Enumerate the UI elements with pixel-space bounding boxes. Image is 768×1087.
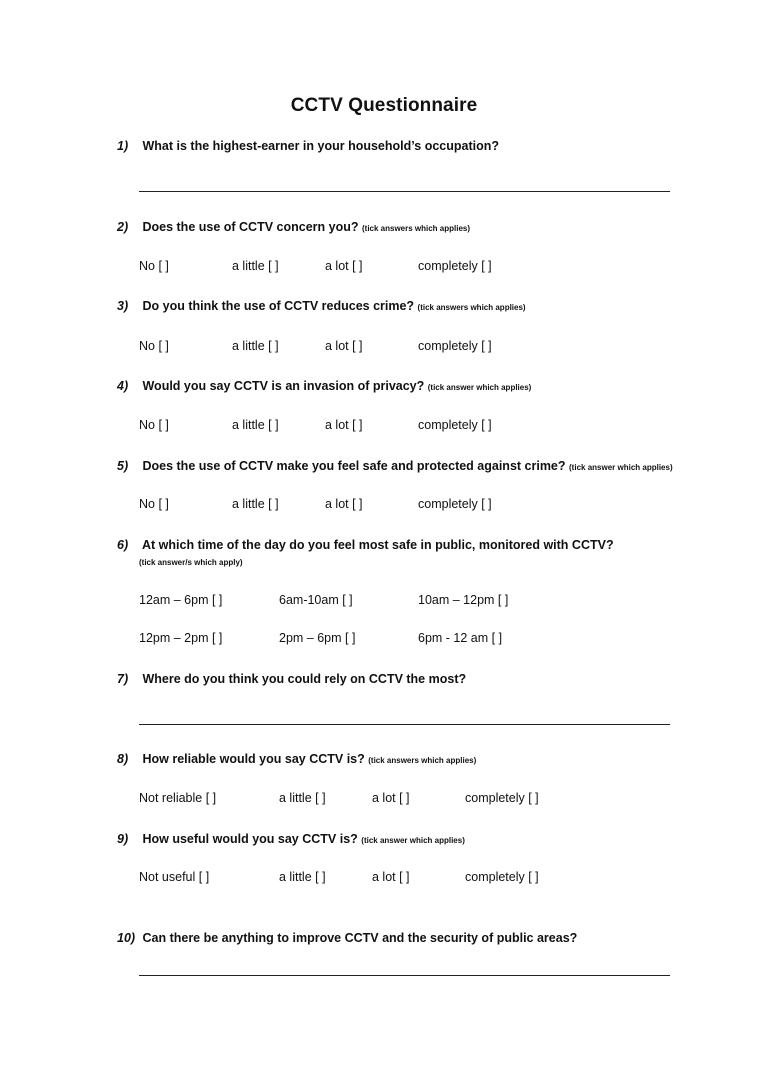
option-checkbox[interactable]: No [ ] (139, 339, 169, 353)
options-q6-row2 (0, 631, 768, 649)
question-number: 6) (117, 538, 129, 552)
option-checkbox[interactable]: 12pm – 2pm [ ] (139, 631, 223, 645)
page-title: CCTV Questionnaire (290, 95, 478, 116)
options-q6-row1 (0, 593, 768, 611)
question-text: Can there be anything to improve CCTV and the security of public areas? (142, 931, 578, 945)
option-checkbox[interactable]: completely [ ] (418, 259, 492, 273)
option-checkbox[interactable]: a lot [ ] (325, 259, 363, 273)
question-text: How reliable would you say CCTV is? (142, 752, 365, 766)
question-hint: (tick answer/s which apply) (139, 558, 243, 567)
question-text: How useful would you say CCTV is? (142, 832, 358, 846)
question-4 (117, 379, 757, 393)
option-checkbox[interactable]: a little [ ] (232, 339, 279, 353)
question-1 (117, 139, 757, 153)
question-number: 9) (117, 832, 129, 846)
question-text: Would you say CCTV is an invasion of privacy? (142, 379, 425, 393)
question-number: 10) (117, 931, 136, 945)
option-checkbox[interactable]: a little [ ] (279, 870, 326, 884)
question-number: 4) (117, 379, 129, 393)
option-checkbox[interactable]: 2pm – 6pm [ ] (279, 631, 356, 645)
question-number: 7) (117, 672, 129, 686)
question-text: Where do you think you could rely on CCTV the most? (142, 672, 467, 686)
question-number: 5) (117, 459, 129, 473)
question-9 (117, 832, 757, 846)
question-hint: (tick answer which applies) (427, 383, 532, 392)
option-checkbox[interactable]: a lot [ ] (325, 339, 363, 353)
question-3 (117, 299, 757, 313)
option-checkbox[interactable]: a lot [ ] (325, 418, 363, 432)
question-text: At which time of the day do you feel most safe in public, monitored with CCTV? (142, 538, 614, 552)
option-checkbox[interactable]: a little [ ] (232, 418, 279, 432)
question-text: Do you think the use of CCTV reduces crime? (142, 299, 415, 313)
options-q3 (0, 339, 768, 357)
answer-line-q1[interactable] (139, 191, 670, 192)
answer-line-q10[interactable] (139, 975, 670, 976)
options-q9 (0, 870, 768, 888)
question-6 (117, 538, 757, 552)
question-8 (117, 752, 757, 766)
question-number: 1) (117, 139, 129, 153)
option-checkbox[interactable]: a lot [ ] (325, 497, 363, 511)
question-text: Does the use of CCTV concern you? (142, 220, 359, 234)
option-checkbox[interactable]: Not reliable [ ] (139, 791, 217, 805)
option-checkbox[interactable]: 6am-10am [ ] (279, 593, 353, 607)
question-2 (117, 220, 757, 234)
question-hint: (tick answers which applies) (368, 756, 477, 765)
answer-line-q7[interactable] (139, 724, 670, 725)
question-hint: (tick answers which applies) (361, 224, 471, 233)
options-q4 (0, 418, 768, 436)
option-checkbox[interactable]: a little [ ] (279, 791, 326, 805)
option-checkbox[interactable]: completely [ ] (418, 339, 492, 353)
option-checkbox[interactable]: No [ ] (139, 497, 169, 511)
question-hint: (tick answer which applies) (569, 463, 673, 472)
options-q8 (0, 791, 768, 809)
question-number: 2) (117, 220, 129, 234)
option-checkbox[interactable]: Not useful [ ] (139, 870, 210, 884)
option-checkbox[interactable]: completely [ ] (465, 791, 539, 805)
option-checkbox[interactable]: 12am – 6pm [ ] (139, 593, 223, 607)
option-checkbox[interactable]: No [ ] (139, 259, 169, 273)
question-5 (117, 459, 757, 473)
question-hint: (tick answer which applies) (361, 836, 465, 845)
option-checkbox[interactable]: completely [ ] (418, 418, 492, 432)
question-number: 3) (117, 299, 129, 313)
option-checkbox[interactable]: completely [ ] (418, 497, 492, 511)
options-q5 (0, 497, 768, 515)
option-checkbox[interactable]: 10am – 12pm [ ] (418, 593, 509, 607)
question-10 (117, 931, 757, 945)
options-q2 (0, 259, 768, 277)
question-number: 8) (117, 752, 129, 766)
option-checkbox[interactable]: a lot [ ] (372, 870, 410, 884)
option-checkbox[interactable]: a little [ ] (232, 497, 279, 511)
question-7 (117, 672, 757, 686)
question-hint: (tick answers which applies) (417, 303, 526, 312)
question-text: What is the highest-earner in your household’s occupation? (142, 139, 499, 153)
option-checkbox[interactable]: a little [ ] (232, 259, 279, 273)
option-checkbox[interactable]: 6pm - 12 am [ ] (418, 631, 503, 645)
option-checkbox[interactable]: completely [ ] (465, 870, 539, 884)
question-text: Does the use of CCTV make you feel safe and protected against crime? (142, 459, 566, 473)
option-checkbox[interactable]: a lot [ ] (372, 791, 410, 805)
option-checkbox[interactable]: No [ ] (139, 418, 169, 432)
